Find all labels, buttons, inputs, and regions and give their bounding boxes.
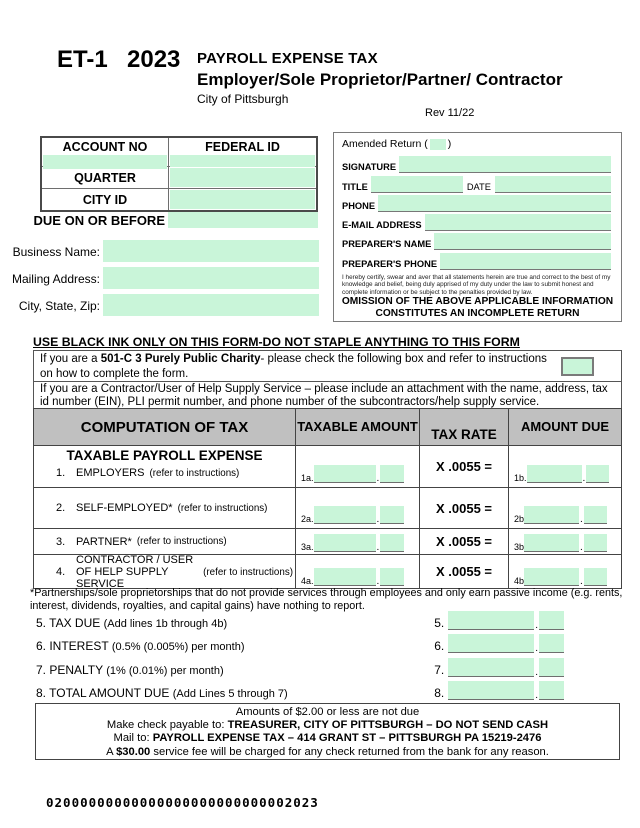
form-subtitle: Employer/Sole Proprietor/Partner/ Contractor xyxy=(197,70,563,89)
col-taxable-amount-header: TAXABLE AMOUNT xyxy=(296,409,420,445)
signature-field[interactable] xyxy=(399,156,611,173)
line2b-decimal: . xyxy=(580,514,583,525)
table-row-self-employed xyxy=(34,487,621,528)
black-ink-notice: USE BLACK INK ONLY ON THIS FORM-DO NOT STAPLE ANYTHING TO THIS FORM xyxy=(33,335,520,349)
date-label: DATE xyxy=(466,182,491,192)
payment-line4 xyxy=(36,746,619,759)
line2-rate: X .0055 = xyxy=(420,488,509,528)
line2a-decimal: . xyxy=(376,514,380,525)
line3a-cents-field[interactable] xyxy=(380,534,404,552)
preparer-phone-field[interactable] xyxy=(440,253,611,270)
amended-return-label-close: ) xyxy=(447,138,452,150)
line5-number: 5. xyxy=(434,616,445,630)
mailing-address-label: Mailing Address: xyxy=(11,272,100,286)
account-id-table xyxy=(40,136,318,212)
line6-decimal: . xyxy=(535,643,538,654)
signature-panel xyxy=(333,132,622,322)
contractor-notice-text: If you are a Contractor/User of Help Supply Service – please include an attachment with the name, address, tax id number (EIN), PLI permit number, and phone number of the subcontractors/help supply service. xyxy=(40,383,608,408)
line1-note: (refer to instructions) xyxy=(149,468,240,479)
line2b-label: 2b xyxy=(514,514,525,524)
business-name-label: Business Name: xyxy=(12,245,100,259)
line7-note: (1% (0.01%) per month) xyxy=(106,665,224,677)
payment-line4-pre: A xyxy=(106,745,117,758)
line5-cents-field[interactable] xyxy=(539,611,564,630)
line3-label: PARTNER* xyxy=(76,535,132,548)
line2a-cents-field[interactable] xyxy=(380,506,404,524)
line6-cents-field[interactable] xyxy=(539,634,564,653)
payment-line2-bold: TREASURER, CITY OF PITTSBURGH – DO NOT SEND CASH xyxy=(227,719,549,732)
line1a-label: 1a. xyxy=(301,473,314,483)
line7-label: 7. PENALTY xyxy=(36,663,103,677)
line7-dollars-field[interactable] xyxy=(448,658,534,677)
line1b-decimal: . xyxy=(582,473,586,484)
line8-note: (Add Lines 5 through 7) xyxy=(172,688,288,700)
col-amount-due-header: AMOUNT DUE xyxy=(520,418,610,434)
due-on-or-before-label: DUE ON OR BEFORE xyxy=(33,213,165,228)
line2-note: (refer to instructions) xyxy=(177,502,268,514)
preparer-name-label: PREPARER'S NAME xyxy=(342,239,432,249)
summary-row-penalty xyxy=(33,657,622,677)
federal-id-label: FEDERAL ID xyxy=(205,140,280,154)
partnership-footnote: *Partnerships/sole proprietorships that do not provide services through employees and only earn passive income (e.g. rents, interest, dividends, royalties, and capital gains) have nothing to report. xyxy=(30,587,623,612)
payment-line3-pre: Mail to: xyxy=(113,732,153,745)
form-title: PAYROLL EXPENSE TAX xyxy=(197,50,378,67)
line4a-cents-field[interactable] xyxy=(380,568,404,586)
line4b-dollars-field[interactable] xyxy=(524,568,579,586)
line8-cents-field[interactable] xyxy=(539,681,564,700)
line8-number: 8. xyxy=(434,686,445,700)
city-id-label: CITY ID xyxy=(42,189,169,210)
line3a-label: 3a. xyxy=(301,542,314,552)
amended-return-row xyxy=(342,138,451,150)
payment-instructions-box xyxy=(35,703,620,760)
line5-decimal: . xyxy=(535,620,538,631)
table-row-employers xyxy=(34,445,621,487)
line4-number: 4. xyxy=(56,566,66,578)
due-date-field[interactable] xyxy=(168,212,318,228)
form-title-block xyxy=(197,50,563,106)
line2b-cents-field[interactable] xyxy=(584,506,607,524)
omission-warning xyxy=(334,296,621,320)
line3a-decimal: . xyxy=(376,542,380,553)
line3-number: 3. xyxy=(56,535,66,548)
line2b-dollars-field[interactable] xyxy=(524,506,579,524)
line4-rate: X .0055 = xyxy=(420,555,509,588)
line7-number: 7. xyxy=(434,663,445,677)
email-field[interactable] xyxy=(425,214,611,231)
line8-decimal: . xyxy=(535,690,538,701)
account-no-cell xyxy=(42,138,169,166)
email-label: E-MAIL ADDRESS xyxy=(342,220,422,230)
line3-note: (refer to instructions) xyxy=(136,536,227,547)
line2a-dollars-field[interactable] xyxy=(314,506,376,524)
preparer-phone-label: PREPARER'S PHONE xyxy=(342,259,438,269)
city-state-zip-field[interactable] xyxy=(103,294,319,316)
line4-label: CONTRACTOR / USER OF HELP SUPPLY SERVICE xyxy=(76,554,194,590)
line6-label: 6. INTEREST xyxy=(36,639,109,653)
certification-statement: I hereby certify, swear and aver that all statements herein are true and correct to the best of my knowledge and belief, being duly apprised of my duty under the law to submit honest and complete information or be subject to the penalties provided by law. xyxy=(342,274,611,296)
line7-cents-field[interactable] xyxy=(539,658,564,677)
payment-line3 xyxy=(36,732,619,745)
quarter-label: QUARTER xyxy=(42,167,169,188)
line6-dollars-field[interactable] xyxy=(448,634,534,653)
contractor-notice-box xyxy=(33,381,622,408)
date-field[interactable] xyxy=(495,176,611,193)
line4a-decimal: . xyxy=(376,576,380,587)
line5-label: 5. TAX DUE xyxy=(36,616,101,630)
line2a-label: 2a. xyxy=(301,514,314,524)
line4b-cents-field[interactable] xyxy=(584,568,607,586)
form-code: ET-1 xyxy=(57,46,108,73)
computation-of-tax-table xyxy=(33,408,622,589)
omission-warning-line2: CONSTITUTES AN INCOMPLETE RETURN xyxy=(375,307,580,319)
charity-notice-box xyxy=(33,350,622,382)
line1a-dollars-field[interactable] xyxy=(314,465,376,483)
line1b-label: 1b. xyxy=(514,473,527,483)
line6-number: 6. xyxy=(434,639,445,653)
payment-line3-bold: PAYROLL EXPENSE TAX – 414 GRANT ST – PITTSBURGH PA 15219-2476 xyxy=(152,732,542,745)
phone-field[interactable] xyxy=(378,195,611,212)
line1-label: EMPLOYERS xyxy=(76,467,145,479)
payment-line4-post: service fee will be charged for any check returned from the bank for any reason. xyxy=(150,745,549,758)
line7-decimal: . xyxy=(535,667,538,678)
payment-line2 xyxy=(36,719,619,732)
line6-note: (0.5% (0.005%) per month) xyxy=(111,641,245,653)
charity-checkbox[interactable] xyxy=(561,357,594,376)
form-year: 2023 xyxy=(127,46,181,73)
line3b-cents-field[interactable] xyxy=(584,534,607,552)
phone-label: PHONE xyxy=(342,201,376,211)
charity-text-post: - please check the following box and refer to instructions on how to complete the form. xyxy=(40,353,547,380)
title-field[interactable] xyxy=(371,176,463,193)
line1b-cents-field[interactable] xyxy=(586,465,609,483)
federal-id-cell xyxy=(169,138,316,166)
line3b-label: 3b xyxy=(514,542,525,552)
payment-line2-pre: Make check payable to: xyxy=(106,719,228,732)
line2-label: SELF-EMPLOYED* xyxy=(76,502,173,514)
table-header-row xyxy=(34,409,621,445)
title-label: TITLE xyxy=(342,182,368,192)
line3b-dollars-field[interactable] xyxy=(524,534,579,552)
line5-dollars-field[interactable] xyxy=(448,611,534,630)
summary-row-tax-due xyxy=(33,610,622,630)
amended-return-label: Amended Return ( xyxy=(342,138,428,150)
form-city: City of Pittsburgh xyxy=(197,92,289,106)
table-row-contractor xyxy=(34,554,621,588)
line8-label: 8. TOTAL AMOUNT DUE xyxy=(36,686,170,700)
line3-rate: X .0055 = xyxy=(420,529,509,554)
revision-label: Rev 11/22 xyxy=(425,107,475,119)
line1a-decimal: . xyxy=(376,473,380,484)
col-computation-header: COMPUTATION OF TAX xyxy=(34,409,296,445)
table-row-partner xyxy=(34,528,621,554)
charity-notice-text xyxy=(34,351,549,381)
city-id-field[interactable] xyxy=(169,189,316,210)
line1-rate: X .0055 = xyxy=(420,446,509,487)
preparer-name-field[interactable] xyxy=(434,233,611,250)
payment-line4-bold: $30.00 xyxy=(116,745,151,758)
account-no-label: ACCOUNT NO xyxy=(62,140,148,154)
charity-text-bold: 501-C 3 Purely Public Charity xyxy=(100,353,261,365)
ocr-scanline: 02000000000000000000000000002023 xyxy=(46,795,319,810)
line5-note: (Add lines 1b through 4b) xyxy=(103,618,228,630)
summary-row-interest xyxy=(33,633,622,653)
section-title: TAXABLE PAYROLL EXPENSE xyxy=(66,448,263,463)
line2-number: 2. xyxy=(56,502,66,514)
business-name-field[interactable] xyxy=(103,240,319,262)
line4-note: (refer to instructions) xyxy=(203,566,293,578)
amended-return-checkbox[interactable] xyxy=(430,139,446,150)
mailing-address-field[interactable] xyxy=(103,267,319,289)
city-state-zip-label: City, State, Zip: xyxy=(18,299,100,313)
line8-dollars-field[interactable] xyxy=(448,681,534,700)
col-tax-rate-header: TAX RATE xyxy=(420,409,509,445)
summary-row-total xyxy=(33,680,622,700)
line1a-cents-field[interactable] xyxy=(380,465,404,483)
line1-number: 1. xyxy=(56,467,66,479)
line3a-dollars-field[interactable] xyxy=(314,534,376,552)
line3b-decimal: . xyxy=(580,542,583,553)
signature-label: SIGNATURE xyxy=(342,162,397,172)
quarter-field[interactable] xyxy=(169,167,316,188)
line4a-dollars-field[interactable] xyxy=(314,568,376,586)
line4b-decimal: . xyxy=(580,576,583,587)
line4a-label: 4a. xyxy=(301,576,314,586)
payment-line1: Amounts of $2.00 or less are not due xyxy=(235,706,420,718)
line1b-dollars-field[interactable] xyxy=(527,465,582,483)
omission-warning-line1: OMISSION OF THE ABOVE APPLICABLE INFORMATION xyxy=(341,296,614,307)
line4b-label: 4b xyxy=(514,576,525,586)
charity-text-pre: If you are a xyxy=(40,353,101,365)
